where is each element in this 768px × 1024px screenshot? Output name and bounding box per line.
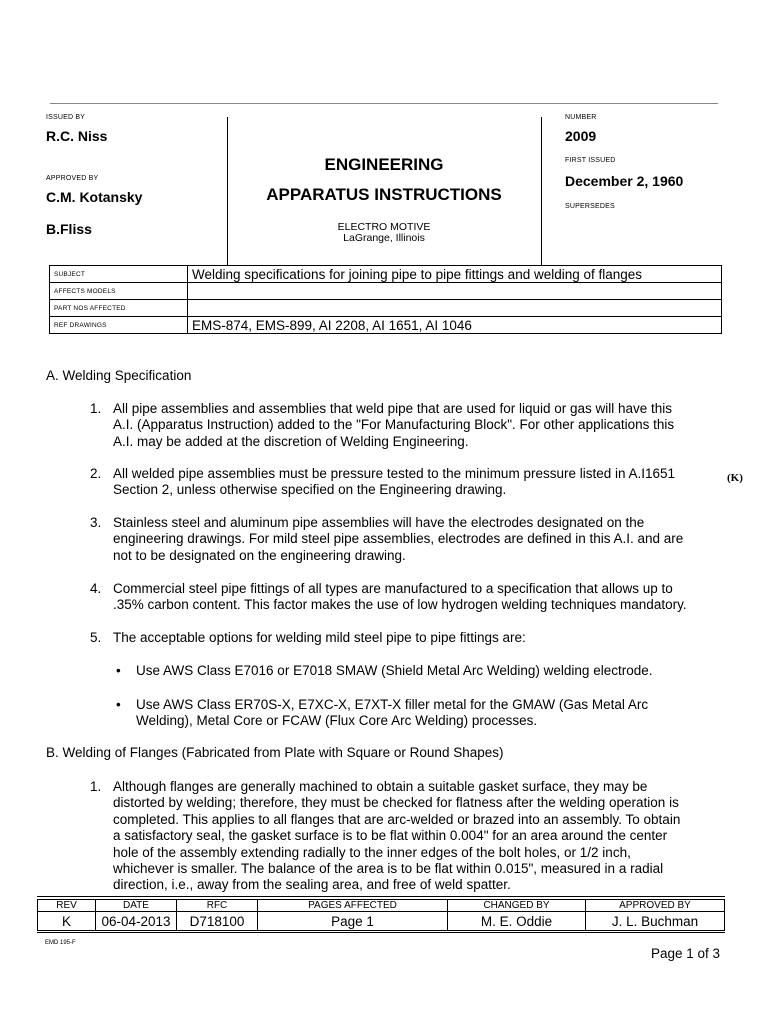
form-code: EMD 195-F: [45, 940, 76, 946]
text-line: completed. This applies to all flanges that are arc-welded or brazed into an assembly. To obtain: [113, 811, 681, 827]
revision-mark: (K): [727, 472, 743, 484]
info-row-part-nos: [50, 300, 722, 317]
list-item: [113, 779, 713, 894]
text-line: Although flanges are generally machined to obtain a suitable gasket surface, they may be: [113, 779, 648, 794]
approver-name: C.M. Kotansky: [46, 189, 143, 205]
list-item: [113, 401, 713, 450]
supersedes-label: SUPERSEDES: [565, 203, 615, 210]
info-row-affects-models: [50, 283, 722, 300]
rfc-header: RFC: [177, 900, 258, 912]
first-issued-date: December 2, 1960: [565, 173, 684, 189]
text-line: a satisfactory seal, the gasket surface is to be flat within 0.004" for an area around the center: [113, 828, 668, 844]
table-rule: [37, 932, 725, 933]
doc-title-line1: ENGINEERING: [324, 155, 444, 174]
date-header: DATE: [96, 900, 177, 912]
subject-label: SUBJECT: [50, 266, 188, 283]
item-number: 3.: [90, 515, 102, 530]
approved-by-header: APPROVED BY: [586, 900, 725, 912]
section-heading: A. Welding Specification: [46, 368, 192, 383]
item-number: 4.: [90, 581, 102, 596]
rev-value: K: [38, 912, 96, 931]
bullet-item: [136, 697, 716, 730]
list-item: [113, 630, 713, 646]
issued-by-name: R.C. Niss: [46, 128, 108, 144]
item-number: 1.: [90, 401, 102, 416]
pages-affected-header: PAGES AFFECTED: [258, 900, 448, 912]
header-divider: [541, 117, 542, 265]
item-number: 1.: [90, 779, 102, 794]
org-name: ELECTRO MOTIVE: [337, 221, 431, 233]
text-line: whichever is smaller. The balance of the area is to be flat within 0.015", measured in a radial: [113, 861, 664, 877]
info-row-ref-drawings: [50, 317, 722, 334]
rfc-value: D718100: [177, 912, 258, 931]
text-line: Commercial steel pipe fittings of all types are manufactured to a specification that allows up to: [113, 581, 673, 596]
text-line: Use AWS Class ER70S-X, E7XC-X, E7XT-X filler metal for the GMAW (Gas Metal Arc: [136, 697, 649, 712]
approved-by-label: APPROVED BY: [46, 175, 99, 182]
text-line: Section 2, unless otherwise specified on the Engineering drawing.: [113, 482, 507, 498]
doc-title-line2: APPARATUS INSTRUCTIONS: [266, 185, 502, 204]
part-nos-value: [188, 300, 722, 317]
bullet-item: [136, 663, 716, 679]
table-rule: [37, 896, 725, 897]
part-nos-label: PART NOS AFFECTED: [50, 300, 188, 317]
pages-affected-value: Page 1: [258, 912, 448, 931]
text-line: engineering drawings. For mild steel pipe assemblies, electrodes are defined in this A.I. and are: [113, 531, 684, 547]
affects-models-value: [188, 283, 722, 300]
text-line: Use AWS Class E7016 or E7018 SMAW (Shield Metal Arc Welding) welding electrode.: [136, 663, 653, 678]
text-line: not to be designated on the engineering drawing.: [113, 547, 406, 563]
bullet-icon: •: [116, 697, 121, 712]
org-location: LaGrange, Illinois: [343, 232, 425, 244]
revision-table: [37, 899, 725, 931]
text-line: hole of the assembly extending radially to the inner edges of the bolt holes, or 1/2 inch,: [113, 844, 631, 860]
rev-header: REV: [38, 900, 96, 912]
list-item: [113, 466, 713, 499]
revision-header-row: [38, 900, 725, 912]
text-line: Stainless steel and aluminum pipe assemblies will have the electrodes designated on the: [113, 515, 645, 530]
section-heading: B. Welding of Flanges (Fabricated from Plate with Square or Round Shapes): [46, 745, 504, 760]
approver-name: B.Fliss: [46, 221, 92, 237]
top-rule: [50, 103, 718, 104]
list-item: [113, 515, 713, 564]
first-issued-label: FIRST ISSUED: [565, 157, 616, 164]
changed-by-header: CHANGED BY: [448, 900, 586, 912]
info-row-subject: [50, 266, 722, 283]
issued-by-label: ISSUED BY: [46, 114, 86, 121]
text-line: .35% carbon content. This factor makes the use of low hydrogen welding techniques mandatory.: [113, 597, 687, 613]
revision-value-row: [38, 912, 725, 931]
number-label: NUMBER: [565, 114, 597, 121]
text-line: Welding), Metal Core or FCAW (Flux Core Arc Welding) processes.: [136, 713, 538, 729]
text-line: A.I. may be added at the discretion of Welding Engineering.: [113, 433, 469, 449]
list-item: [113, 581, 713, 614]
text-line: distorted by welding; therefore, they must be checked for flatness after the welding operation is: [113, 795, 679, 811]
item-number: 2.: [90, 466, 102, 481]
subject-value: Welding specifications for joining pipe to pipe fittings and welding of flanges: [188, 266, 722, 283]
text-line: All welded pipe assemblies must be pressure tested to the minimum pressure listed in A.I1651: [113, 466, 676, 481]
text-line: The acceptable options for welding mild steel pipe to pipe fittings are:: [113, 630, 526, 645]
ref-drawings-value: EMS-874, EMS-899, AI 2208, AI 1651, AI 1046: [188, 317, 722, 334]
text-line: A.I. (Apparatus Instruction) added to the "For Manufacturing Block". For other applications this: [113, 417, 675, 433]
text-line: direction, i.e., away from the sealing area, and free of weld spatter.: [113, 877, 511, 893]
doc-number: 2009: [565, 128, 597, 144]
item-number: 5.: [90, 630, 102, 645]
page-number: Page 1 of 3: [651, 946, 721, 961]
affects-models-label: AFFECTS MODELS: [50, 283, 188, 300]
bullet-icon: •: [116, 663, 121, 678]
changed-by-value: M. E. Oddie: [448, 912, 586, 931]
text-line: All pipe assemblies and assemblies that weld pipe that are used for liquid or gas will have this: [113, 401, 673, 416]
approved-by-value: J. L. Buchman: [586, 912, 725, 931]
ref-drawings-label: REF DRAWINGS: [50, 317, 188, 334]
date-value: 06-04-2013: [96, 912, 177, 931]
info-table: [49, 265, 722, 334]
